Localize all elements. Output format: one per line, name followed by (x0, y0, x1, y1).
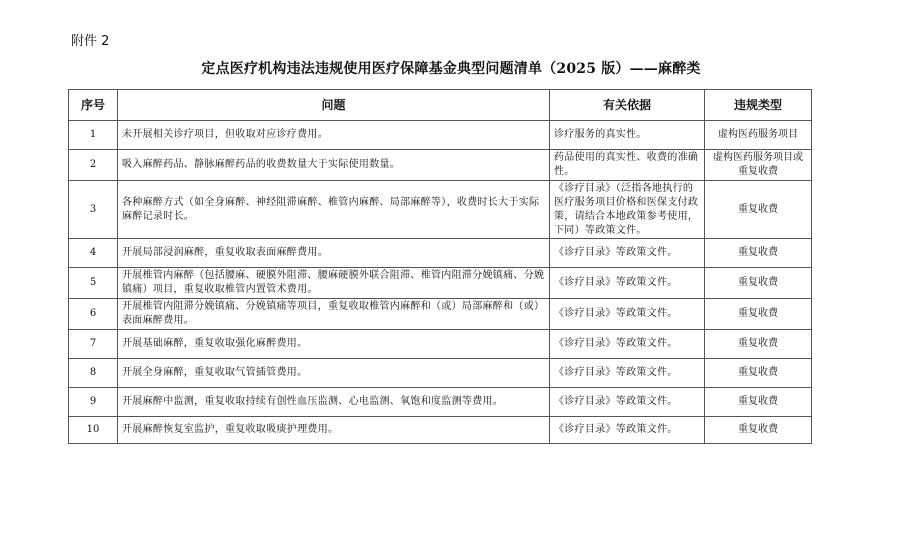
row-basis: 药品使用的真实性、收费的准确性。 (550, 150, 705, 181)
table-row (69, 359, 812, 388)
row-violation-type: 重复收费 (705, 181, 812, 239)
row-basis: 诊疗服务的真实性。 (550, 121, 705, 150)
table-row (69, 181, 812, 239)
table-row (69, 150, 812, 181)
table-header-row (69, 90, 812, 121)
document-title: 定点医疗机构违法违规使用医疗保障基金典型问题清单（2025 版）——麻醉类 (201, 61, 701, 77)
row-basis: 《诊疗目录》等政策文件。 (550, 268, 705, 299)
row-issue: 开展全身麻醉，重复收取气管插管费用。 (118, 359, 550, 388)
table-row (69, 239, 812, 268)
header-issue: 问题 (118, 90, 550, 121)
table-row (69, 330, 812, 359)
row-no: 5 (69, 268, 118, 299)
row-no: 10 (69, 417, 118, 444)
row-no: 9 (69, 388, 118, 417)
row-issue: 未开展相关诊疗项目，但收取对应诊疗费用。 (118, 121, 550, 150)
table-row (69, 268, 812, 299)
row-violation-type: 重复收费 (705, 330, 812, 359)
row-violation-type: 重复收费 (705, 359, 812, 388)
header-violation-type: 违规类型 (705, 90, 812, 121)
annex-label: 附件 2 (71, 34, 110, 49)
problem-list-table (68, 89, 812, 444)
row-no: 3 (69, 181, 118, 239)
row-no: 7 (69, 330, 118, 359)
row-violation-type: 虚构医药服务项目 (705, 121, 812, 150)
row-issue: 开展麻醉恢复室监护，重复收取吸痰护理费用。 (118, 417, 550, 444)
row-basis: 《诊疗目录》等政策文件。 (550, 239, 705, 268)
row-issue: 吸入麻醉药品、静脉麻醉药品的收费数量大于实际使用数量。 (118, 150, 550, 181)
header-basis: 有关依据 (550, 90, 705, 121)
row-issue: 开展椎管内麻醉（包括腰麻、硬膜外阻滞、腰麻硬膜外联合阻滞、椎管内阻滞分娩镇痛、分娩镇痛）项目，重复收取椎管内置管术费用。 (118, 268, 550, 299)
row-basis: 《诊疗目录》等政策文件。 (550, 417, 705, 444)
row-no: 2 (69, 150, 118, 181)
row-basis: 《诊疗目录》等政策文件。 (550, 359, 705, 388)
row-basis: 《诊疗目录》等政策文件。 (550, 299, 705, 330)
row-violation-type: 重复收费 (705, 239, 812, 268)
row-no: 6 (69, 299, 118, 330)
row-violation-type: 重复收费 (705, 388, 812, 417)
row-basis: 《诊疗目录》（泛指各地执行的医疗服务项目价格和医保支付政策，请结合本地政策参考使用，下同）等政策文件。 (550, 181, 705, 239)
row-no: 8 (69, 359, 118, 388)
row-issue: 开展局部浸润麻醉，重复收取表面麻醉费用。 (118, 239, 550, 268)
header-no: 序号 (69, 90, 118, 121)
row-violation-type: 重复收费 (705, 299, 812, 330)
row-no: 4 (69, 239, 118, 268)
row-issue: 开展基础麻醉，重复收取强化麻醉费用。 (118, 330, 550, 359)
row-issue: 开展麻醉中监测，重复收取持续有创性血压监测、心电监测、氧饱和度监测等费用。 (118, 388, 550, 417)
row-violation-type: 虚构医药服务项目或重复收费 (705, 150, 812, 181)
row-issue: 开展椎管内阻滞分娩镇痛、分娩镇痛等项目，重复收取椎管内麻醉和（或）局部麻醉和（或）表面麻醉费用。 (118, 299, 550, 330)
row-violation-type: 重复收费 (705, 417, 812, 444)
table-row (69, 121, 812, 150)
row-no: 1 (69, 121, 118, 150)
row-issue: 各种麻醉方式（如全身麻醉、神经阻滞麻醉、椎管内麻醉、局部麻醉等），收费时长大于实际麻醉记录时长。 (118, 181, 550, 239)
table-row (69, 388, 812, 417)
table-row (69, 417, 812, 444)
row-violation-type: 重复收费 (705, 268, 812, 299)
row-basis: 《诊疗目录》等政策文件。 (550, 330, 705, 359)
row-basis: 《诊疗目录》等政策文件。 (550, 388, 705, 417)
table-row (69, 299, 812, 330)
